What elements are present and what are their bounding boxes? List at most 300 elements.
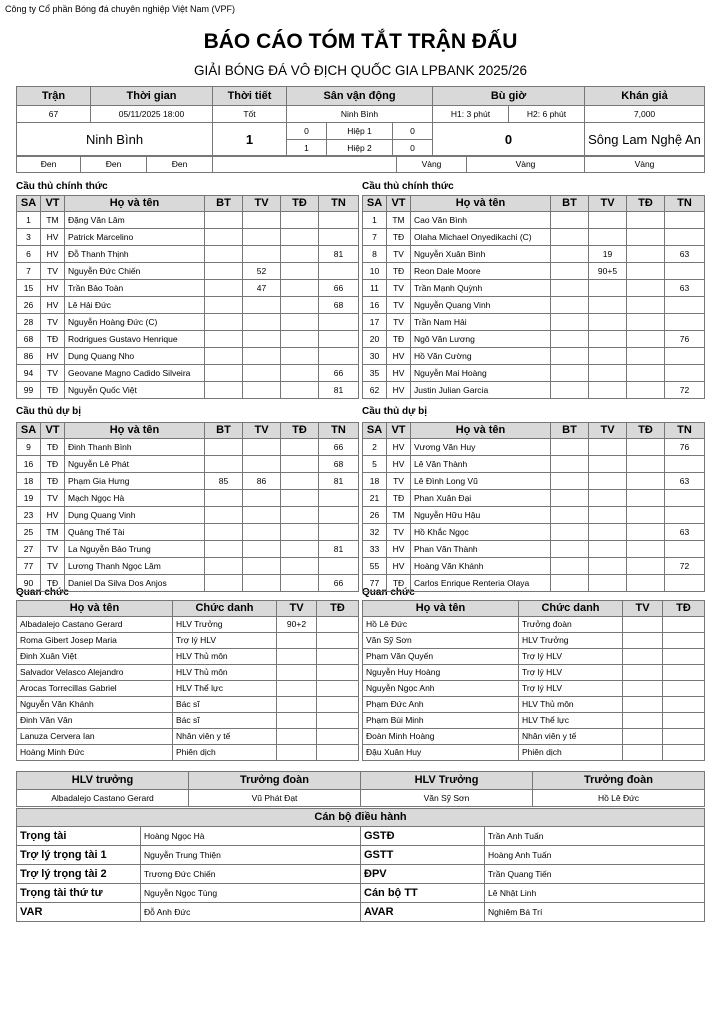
col-header-bt: BT — [551, 423, 589, 439]
player-tv — [243, 541, 281, 558]
player-vt: TV — [387, 473, 411, 490]
player-row — [17, 365, 359, 382]
match-label: Trận — [17, 87, 91, 106]
extra-h1: H1: 3 phút — [433, 106, 509, 123]
player-name: Geovane Magno Cadido Silveira — [65, 365, 205, 382]
official-row — [363, 681, 705, 697]
player-tv — [243, 246, 281, 263]
referee-name: Nguyễn Trung Thiện — [141, 846, 361, 865]
player-row — [17, 524, 359, 541]
player-row — [363, 541, 705, 558]
referee-row — [17, 903, 705, 922]
away-kit-1: Vàng — [397, 156, 467, 173]
player-td — [281, 524, 319, 541]
official-role: Bác sĩ — [173, 713, 277, 729]
official-name: Nguyễn Văn Khánh — [17, 697, 173, 713]
player-name: Quảng Thế Tài — [65, 524, 205, 541]
player-tn — [319, 229, 359, 246]
official-row — [17, 665, 359, 681]
player-bt — [205, 331, 243, 348]
player-tn: 68 — [319, 456, 359, 473]
player-tv — [243, 456, 281, 473]
player-row — [363, 246, 705, 263]
official-row — [17, 745, 359, 761]
col-header-tn: TN — [665, 423, 705, 439]
player-td — [627, 331, 665, 348]
official-name: Phạm Văn Quyến — [363, 649, 519, 665]
official-row — [17, 649, 359, 665]
player-tn — [665, 365, 705, 382]
player-td — [627, 212, 665, 229]
official-role: Trợ lý HLV — [519, 649, 623, 665]
player-sa: 5 — [363, 456, 387, 473]
referee-name: Lê Nhật Linh — [485, 884, 705, 903]
match-spectators: 7,000 — [585, 106, 705, 123]
official-header-tv: TV — [623, 601, 663, 617]
official-role: Nhân viên y tế — [519, 729, 623, 745]
col-header-sa: SA — [17, 196, 41, 212]
extra-time-label: Bù giờ — [433, 87, 585, 106]
player-name: Vương Văn Huy — [411, 439, 551, 456]
col-header-tv: TV — [589, 196, 627, 212]
player-sa: 86 — [17, 348, 41, 365]
player-td — [281, 348, 319, 365]
official-tv — [623, 665, 663, 681]
player-row — [17, 490, 359, 507]
official-header-td: TĐ — [317, 601, 359, 617]
player-vt: HV — [387, 541, 411, 558]
player-tv — [589, 439, 627, 456]
official-role: Bác sĩ — [173, 697, 277, 713]
score-table — [16, 122, 705, 157]
player-name: Nguyễn Hoàng Đức (C) — [65, 314, 205, 331]
official-name: Văn Sỹ Sơn — [363, 633, 519, 649]
player-sa: 6 — [17, 246, 41, 263]
player-vt: TĐ — [387, 229, 411, 246]
extra-h2: H2: 6 phút — [509, 106, 585, 123]
player-vt: HV — [41, 348, 65, 365]
official-name: Đinh Xuân Việt — [17, 649, 173, 665]
player-vt: HV — [41, 229, 65, 246]
player-td — [627, 439, 665, 456]
player-name: La Nguyễn Bảo Trung — [65, 541, 205, 558]
player-bt — [205, 575, 243, 592]
player-row — [17, 229, 359, 246]
player-sa: 33 — [363, 541, 387, 558]
player-tn — [665, 541, 705, 558]
player-td — [627, 575, 665, 592]
player-td — [281, 212, 319, 229]
player-row — [363, 348, 705, 365]
official-role: Phiên dịch — [173, 745, 277, 761]
official-row — [17, 681, 359, 697]
player-tv — [589, 382, 627, 399]
official-tv — [623, 697, 663, 713]
player-bt — [551, 263, 589, 280]
page-subtitle: GIẢI BÓNG ĐÁ VÔ ĐỊCH QUỐC GIA LPBANK 2025/26 — [193, 63, 528, 78]
official-td — [317, 633, 359, 649]
player-td — [281, 246, 319, 263]
player-sa: 8 — [363, 246, 387, 263]
player-vt: TĐ — [41, 575, 65, 592]
player-name: Trần Nam Hải — [411, 314, 551, 331]
referee-name: Hoàng Ngọc Hà — [141, 827, 361, 846]
away-kit-2: Vàng — [467, 156, 585, 173]
referee-name: Nguyễn Ngọc Tùng — [141, 884, 361, 903]
player-tn — [665, 456, 705, 473]
player-tn — [665, 212, 705, 229]
official-name: Nguyễn Ngọc Anh — [363, 681, 519, 697]
col-header-tv: TV — [589, 423, 627, 439]
player-sa: 26 — [363, 507, 387, 524]
player-bt — [205, 524, 243, 541]
match-time: 05/11/2025 18:00 — [91, 106, 213, 123]
player-name: Hoàng Văn Khánh — [411, 558, 551, 575]
player-tn — [319, 490, 359, 507]
player-row — [17, 246, 359, 263]
player-sa: 7 — [363, 229, 387, 246]
official-header-name: Họ và tên — [363, 601, 519, 617]
official-name: Hoàng Minh Đức — [17, 745, 173, 761]
player-name: Daniel Da Silva Dos Anjos — [65, 575, 205, 592]
away-starters-title: Cầu thủ chính thức — [362, 181, 454, 192]
player-td — [281, 365, 319, 382]
official-row — [363, 713, 705, 729]
player-vt: TV — [387, 246, 411, 263]
player-row — [363, 575, 705, 592]
player-name: Đặng Văn Lâm — [65, 212, 205, 229]
official-td — [663, 681, 705, 697]
player-tv — [243, 331, 281, 348]
player-bt — [551, 246, 589, 263]
player-sa: 32 — [363, 524, 387, 541]
col-header-tn: TN — [665, 196, 705, 212]
h2-away-score: 0 — [393, 140, 433, 157]
player-bt — [551, 365, 589, 382]
home-subs-title: Cầu thủ dự bị — [16, 406, 82, 417]
official-role: Phiên dịch — [519, 745, 623, 761]
player-bt: 85 — [205, 473, 243, 490]
player-vt: TV — [41, 314, 65, 331]
player-tv — [243, 439, 281, 456]
player-td — [281, 297, 319, 314]
player-tn: 66 — [319, 439, 359, 456]
player-tn — [665, 490, 705, 507]
player-bt — [205, 314, 243, 331]
player-tn — [319, 524, 359, 541]
home-officials-title: Quan chức — [16, 587, 69, 598]
player-vt: HV — [387, 365, 411, 382]
player-vt: TĐ — [41, 456, 65, 473]
col-header-sa: SA — [363, 423, 387, 439]
referee-role-label: Cán bộ TT — [361, 884, 485, 903]
player-sa: 20 — [363, 331, 387, 348]
official-role: HLV Thủ môn — [519, 697, 623, 713]
player-bt — [551, 507, 589, 524]
player-vt: HV — [387, 456, 411, 473]
player-vt: TV — [387, 524, 411, 541]
away-score: 0 — [433, 123, 585, 157]
player-tv — [243, 490, 281, 507]
player-row — [17, 456, 359, 473]
official-row — [363, 633, 705, 649]
player-tn: 66 — [319, 575, 359, 592]
referees-title: Cán bộ điều hành — [17, 809, 705, 827]
official-name: Đinh Văn Vân — [17, 713, 173, 729]
player-bt — [551, 456, 589, 473]
player-row — [363, 297, 705, 314]
player-tv — [243, 524, 281, 541]
player-name: Phan Văn Thành — [411, 541, 551, 558]
col-header-vt: VT — [387, 196, 411, 212]
player-sa: 16 — [363, 297, 387, 314]
referee-role-label: AVAR — [361, 903, 485, 922]
player-sa: 18 — [17, 473, 41, 490]
official-td — [663, 713, 705, 729]
player-tv — [243, 297, 281, 314]
player-td — [627, 348, 665, 365]
away-starters-table — [362, 195, 705, 399]
home-officials-table — [16, 600, 359, 761]
player-tv — [589, 331, 627, 348]
home-subs-table — [16, 422, 359, 592]
player-row — [363, 456, 705, 473]
referee-role-label: Trọng tài thứ tư — [17, 884, 141, 903]
player-td — [627, 456, 665, 473]
player-name: Nguyễn Hữu Hậu — [411, 507, 551, 524]
player-tv — [589, 541, 627, 558]
player-vt: TĐ — [387, 331, 411, 348]
player-td — [281, 575, 319, 592]
official-td — [317, 649, 359, 665]
official-row — [17, 729, 359, 745]
player-bt — [205, 558, 243, 575]
player-sa: 3 — [17, 229, 41, 246]
player-vt: TĐ — [41, 382, 65, 399]
player-tv — [243, 348, 281, 365]
player-sa: 15 — [17, 280, 41, 297]
player-tv — [589, 365, 627, 382]
col-header-sa: SA — [363, 196, 387, 212]
player-tv: 47 — [243, 280, 281, 297]
player-vt: TV — [41, 490, 65, 507]
player-sa: 26 — [17, 297, 41, 314]
referee-role-label: Trọng tài — [17, 827, 141, 846]
referee-role-label: Trợ lý trọng tài 1 — [17, 846, 141, 865]
half2-label: Hiệp 2 — [327, 140, 393, 157]
player-sa: 19 — [17, 490, 41, 507]
away-officials-table — [362, 600, 705, 761]
player-name: Hồ Văn Cường — [411, 348, 551, 365]
official-role: Nhân viên y tế — [173, 729, 277, 745]
official-tv — [277, 713, 317, 729]
weather-label: Thời tiết — [213, 87, 287, 106]
player-row — [17, 382, 359, 399]
col-header-sa: SA — [17, 423, 41, 439]
official-role: HLV Trưởng — [519, 633, 623, 649]
player-row — [363, 212, 705, 229]
official-row — [17, 713, 359, 729]
official-row — [17, 697, 359, 713]
player-bt — [551, 558, 589, 575]
player-row — [17, 297, 359, 314]
player-tv — [589, 524, 627, 541]
player-tv — [589, 575, 627, 592]
player-tn: 68 — [319, 297, 359, 314]
player-td — [627, 229, 665, 246]
player-td — [627, 314, 665, 331]
player-td — [281, 490, 319, 507]
half1-label: Hiệp 1 — [327, 123, 393, 140]
official-tv — [623, 745, 663, 761]
col-header-bt: BT — [551, 196, 589, 212]
player-bt — [551, 490, 589, 507]
player-td — [281, 456, 319, 473]
player-sa: 77 — [363, 575, 387, 592]
official-header-role: Chức danh — [173, 601, 277, 617]
official-tv — [623, 681, 663, 697]
player-vt: HV — [41, 280, 65, 297]
player-row — [363, 524, 705, 541]
official-header-tv: TV — [277, 601, 317, 617]
player-name: Nguyễn Quốc Việt — [65, 382, 205, 399]
player-td — [627, 382, 665, 399]
away-coach: Văn Sỹ Sơn — [361, 790, 533, 807]
player-tn: 63 — [665, 524, 705, 541]
referee-role-label: VAR — [17, 903, 141, 922]
player-name: Nguyễn Quang Vinh — [411, 297, 551, 314]
official-td — [663, 665, 705, 681]
referee-role-label: GSTĐ — [361, 827, 485, 846]
official-name: Albadalejo Castano Gerard — [17, 617, 173, 633]
player-vt: TM — [41, 524, 65, 541]
player-row — [363, 558, 705, 575]
player-row — [17, 439, 359, 456]
player-row — [363, 473, 705, 490]
home-coach: Albadalejo Castano Gerard — [17, 790, 189, 807]
player-name: Đỗ Thanh Thịnh — [65, 246, 205, 263]
referee-name: Trương Đức Chiến — [141, 865, 361, 884]
player-row — [363, 439, 705, 456]
player-name: Nguyễn Xuân Bình — [411, 246, 551, 263]
col-header-td: TĐ — [281, 423, 319, 439]
col-header-name: Họ và tên — [65, 423, 205, 439]
player-vt: HV — [387, 558, 411, 575]
col-header-vt: VT — [41, 196, 65, 212]
referee-row — [17, 827, 705, 846]
player-name: Patrick Marcelino — [65, 229, 205, 246]
player-row — [17, 507, 359, 524]
player-tn: 63 — [665, 280, 705, 297]
player-tn: 81 — [319, 541, 359, 558]
player-row — [17, 314, 359, 331]
player-td — [627, 524, 665, 541]
player-bt — [551, 541, 589, 558]
official-name: Đoàn Minh Hoàng — [363, 729, 519, 745]
official-name: Roma Gibert Josep Maria — [17, 633, 173, 649]
player-name: Trần Bảo Toàn — [65, 280, 205, 297]
player-sa: 30 — [363, 348, 387, 365]
player-vt: TĐ — [41, 473, 65, 490]
player-tv — [589, 280, 627, 297]
player-vt: TĐ — [387, 575, 411, 592]
col-header-vt: VT — [387, 423, 411, 439]
referee-role-label: GSTT — [361, 846, 485, 865]
player-bt — [205, 229, 243, 246]
official-tv — [277, 681, 317, 697]
player-tv — [589, 456, 627, 473]
official-tv — [277, 649, 317, 665]
player-tv — [243, 575, 281, 592]
player-bt — [551, 575, 589, 592]
player-row — [17, 541, 359, 558]
player-tn — [319, 331, 359, 348]
col-header-tv: TV — [243, 423, 281, 439]
player-name: Phan Xuân Đại — [411, 490, 551, 507]
player-bt — [551, 280, 589, 297]
player-tn: 76 — [665, 439, 705, 456]
player-tn — [665, 348, 705, 365]
official-role: HLV Thể lực — [519, 713, 623, 729]
player-tv — [589, 507, 627, 524]
player-tn: 81 — [319, 473, 359, 490]
player-vt: HV — [41, 297, 65, 314]
player-td — [281, 280, 319, 297]
official-row — [363, 745, 705, 761]
player-sa: 1 — [363, 212, 387, 229]
coaches-table — [16, 771, 705, 807]
player-bt — [205, 297, 243, 314]
player-row — [17, 331, 359, 348]
player-vt: TĐ — [41, 331, 65, 348]
referee-row — [17, 884, 705, 903]
player-vt: TĐ — [387, 263, 411, 280]
home-coach-label: HLV trưởng — [17, 772, 189, 790]
player-bt — [205, 212, 243, 229]
referee-row — [17, 846, 705, 865]
player-tn: 72 — [665, 382, 705, 399]
match-stadium: Ninh Bình — [287, 106, 433, 123]
player-bt — [205, 456, 243, 473]
home-team-name: Ninh Bình — [17, 123, 213, 157]
home-starters-title: Cầu thủ chính thức — [16, 181, 108, 192]
player-tv — [589, 490, 627, 507]
player-vt: HV — [387, 382, 411, 399]
player-tv — [243, 229, 281, 246]
player-td — [627, 558, 665, 575]
player-bt — [205, 490, 243, 507]
player-vt: TV — [41, 365, 65, 382]
match-weather: Tốt — [213, 106, 287, 123]
player-bt — [551, 331, 589, 348]
player-td — [627, 280, 665, 297]
official-tv — [623, 649, 663, 665]
player-tv — [589, 229, 627, 246]
player-tn: 66 — [319, 365, 359, 382]
h1-home-score: 0 — [287, 123, 327, 140]
player-sa: 99 — [17, 382, 41, 399]
page-title: BÁO CÁO TÓM TẮT TRẬN ĐẤU — [203, 30, 518, 53]
referee-name: Nghiêm Bá Trí — [485, 903, 705, 922]
player-tn: 81 — [319, 382, 359, 399]
spectators-label: Khán giả — [585, 87, 705, 106]
player-tv — [243, 365, 281, 382]
player-td — [281, 473, 319, 490]
player-tn — [319, 263, 359, 280]
player-sa: 27 — [17, 541, 41, 558]
player-vt: HV — [387, 439, 411, 456]
player-tv: 19 — [589, 246, 627, 263]
